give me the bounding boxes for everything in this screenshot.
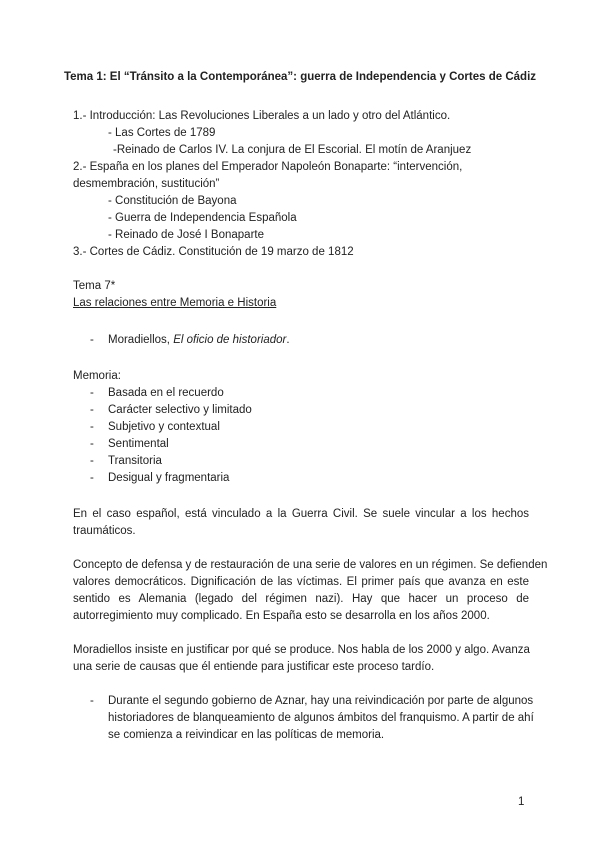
list-item-dash: - [90, 387, 94, 399]
outline-item-2-cont: desmembración, sustitución” [73, 178, 220, 190]
list-item: Carácter selectivo y limitado [108, 404, 252, 416]
reference-line [108, 333, 290, 348]
page-number: 1 [518, 796, 525, 808]
section-subheading: Las relaciones entre Memoria e Historia [73, 297, 277, 309]
list-item: Subjetivo y contextual [108, 421, 220, 433]
list-item-dash: - [90, 472, 94, 484]
reference-end: . [286, 334, 290, 346]
list-item: Sentimental [108, 438, 169, 450]
paragraph-line: una serie de causas que él entiende para justificar este proceso tardío. [73, 661, 435, 673]
bullet-dash: - [90, 334, 94, 346]
outline-subitem: - Constitución de Bayona [108, 195, 237, 207]
paragraph-line: valores democráticos. Dignificación de las víctimas. El primer país que avanza en este [73, 576, 529, 588]
bullet-dash: - [90, 695, 94, 707]
outline-subitem: - Las Cortes de 1789 [108, 127, 216, 139]
paragraph-line: Concepto de defensa y de restauración de una serie de valores en un régimen. Se defienden [73, 559, 548, 571]
bullet-line: Durante el segundo gobierno de Aznar, hay una reivindicación por parte de algunos [108, 695, 534, 707]
list-item: Basada en el recuerdo [108, 387, 224, 399]
paragraph-line: autorregimiento muy complicado. En España esto se desarrolla en los años 2000. [73, 610, 490, 622]
paragraph-line: sentido es Alemania (legado del régimen nazi). Hay que hacer un proceso de [73, 593, 529, 605]
outline-subitem: - Guerra de Independencia Española [108, 212, 297, 224]
paragraph-line: En el caso español, está vinculado a la Guerra Civil. Se suele vincular a los hechos [73, 508, 529, 520]
bullet-line: se comienza a reivindicar en las políticas de memoria. [108, 729, 385, 741]
list-item: Desigual y fragmentaria [108, 472, 230, 484]
outline-item-1: 1.- Introducción: Las Revoluciones Liberales a un lado y otro del Atlántico. [73, 110, 451, 122]
outline-item-3: 3.- Cortes de Cádiz. Constitución de 19 marzo de 1812 [73, 246, 354, 258]
list-item-dash: - [90, 455, 94, 467]
list-item-dash: - [90, 404, 94, 416]
section-heading: Tema 7* [73, 280, 116, 292]
page-title: Tema 1: El “Tránsito a la Contemporánea”: guerra de Independencia y Cortes de Cádiz [63, 71, 537, 83]
memoria-heading: Memoria: [73, 370, 121, 382]
outline-item-2: 2.- España en los planes del Emperador Napoleón Bonaparte: “intervención, [73, 161, 463, 173]
reference-author: Moradiellos, [108, 334, 174, 346]
list-item-dash: - [90, 438, 94, 450]
paragraph-line: Moradiellos insiste en justificar por qué se produce. Nos habla de los 2000 y algo. Avanza [73, 644, 530, 656]
paragraph-line: traumáticos. [73, 525, 136, 537]
outline-subitem: -Reinado de Carlos IV. La conjura de El Escorial. El motín de Aranjuez [113, 144, 472, 156]
outline-subitem: - Reinado de José I Bonaparte [108, 229, 264, 241]
list-item-dash: - [90, 421, 94, 433]
bullet-line: historiadores de blanqueamiento de algunos ámbitos del franquismo. A partir de ahí [108, 712, 534, 724]
reference-title: El oficio de historiador [173, 334, 287, 346]
list-item: Transitoria [108, 455, 162, 467]
